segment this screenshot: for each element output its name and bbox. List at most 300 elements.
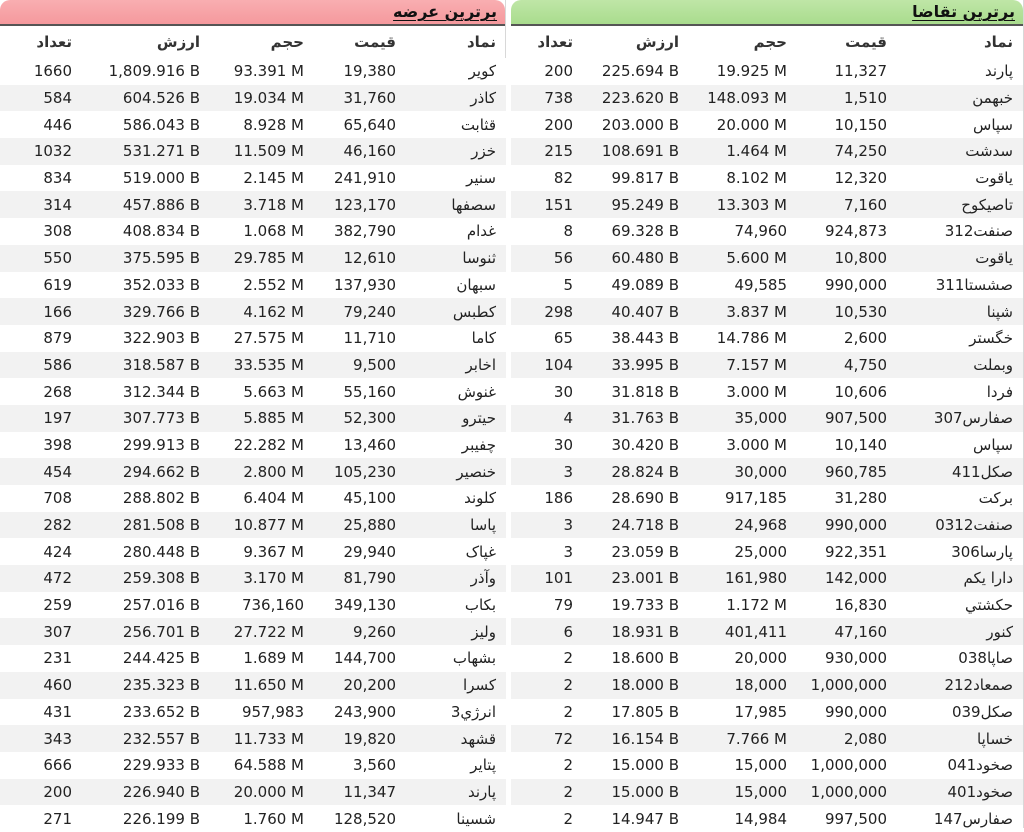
cell-price: 137,930 — [304, 272, 396, 299]
cell-value: 299.913 B — [72, 432, 200, 459]
cell-symbol: برکت — [887, 485, 1023, 512]
table-row[interactable] — [511, 592, 1023, 619]
cell-count: 259 — [0, 592, 72, 619]
cell-value: 329.766 B — [72, 298, 200, 325]
cell-price: 123,170 — [304, 191, 396, 218]
cell-volume: 917,185 — [679, 485, 787, 512]
cell-price: 31,760 — [304, 85, 396, 112]
cell-volume: 401,411 — [679, 618, 787, 645]
cell-value: 457.886 B — [72, 191, 200, 218]
cell-symbol: پارند — [887, 58, 1023, 85]
cell-symbol: خزر — [396, 138, 506, 165]
cell-value: 203.000 B — [573, 111, 679, 138]
cell-volume: 5.663 M — [200, 378, 304, 405]
table-row[interactable] — [511, 458, 1023, 485]
cell-value: 604.526 B — [72, 85, 200, 112]
table-row[interactable] — [0, 138, 506, 165]
cell-price: 20,200 — [304, 672, 396, 699]
top-demand-rows — [511, 58, 1023, 832]
cell-count: 298 — [511, 298, 573, 325]
cell-volume: 10.877 M — [200, 512, 304, 539]
cell-price: 52,300 — [304, 405, 396, 432]
cell-volume: 9.367 M — [200, 538, 304, 565]
cell-volume: 20,000 — [679, 645, 787, 672]
cell-value: 18.000 B — [573, 672, 679, 699]
cell-value: 256.701 B — [72, 618, 200, 645]
cell-count: 2 — [511, 752, 573, 779]
cell-symbol: کسرا — [396, 672, 506, 699]
column-header-volume[interactable]: حجم — [753, 33, 787, 51]
cell-symbol: صکل039 — [887, 699, 1023, 726]
cell-value: 95.249 B — [573, 191, 679, 218]
cell-value: 322.903 B — [72, 325, 200, 352]
cell-symbol: حکشتي — [887, 592, 1023, 619]
cell-value: 259.308 B — [72, 565, 200, 592]
cell-price: 1,510 — [787, 85, 887, 112]
cell-symbol: کنور — [887, 618, 1023, 645]
column-header-count[interactable]: تعداد — [36, 33, 72, 51]
cell-value: 229.933 B — [72, 752, 200, 779]
cell-value: 33.995 B — [573, 352, 679, 379]
cell-symbol: کطبس — [396, 298, 506, 325]
cell-value: 30.420 B — [573, 432, 679, 459]
cell-volume: 15,000 — [679, 752, 787, 779]
table-row[interactable] — [511, 352, 1023, 379]
cell-count: 2 — [511, 779, 573, 806]
cell-symbol: پارند — [396, 779, 506, 806]
cell-value: 24.718 B — [573, 512, 679, 539]
cell-volume: 29.785 M — [200, 245, 304, 272]
cell-symbol: انرژي3 — [396, 699, 506, 726]
cell-value: 232.557 B — [72, 725, 200, 752]
cell-symbol: سنیر — [396, 165, 506, 192]
cell-volume: 17,985 — [679, 699, 787, 726]
cell-symbol: سپاس — [887, 432, 1023, 459]
cell-count: 738 — [511, 85, 573, 112]
cell-volume: 4.162 M — [200, 298, 304, 325]
cell-volume: 19.034 M — [200, 85, 304, 112]
table-row[interactable] — [0, 352, 506, 379]
cell-symbol: صخود041 — [887, 752, 1023, 779]
cell-value: 281.508 B — [72, 512, 200, 539]
top-demand-header — [511, 0, 1023, 26]
table-row[interactable] — [511, 618, 1023, 645]
table-header-row — [511, 26, 1023, 58]
cell-count: 104 — [511, 352, 573, 379]
cell-volume: 64.588 M — [200, 752, 304, 779]
cell-volume: 25,000 — [679, 538, 787, 565]
table-row[interactable] — [511, 298, 1023, 325]
cell-price: 960,785 — [787, 458, 887, 485]
cell-count: 708 — [0, 485, 72, 512]
cell-price: 81,790 — [304, 565, 396, 592]
cell-value: 288.802 B — [72, 485, 200, 512]
cell-volume: 1.760 M — [200, 805, 304, 832]
cell-count: 8 — [511, 218, 573, 245]
cell-symbol: چفیبر — [396, 432, 506, 459]
table-row[interactable] — [511, 565, 1023, 592]
table-row[interactable] — [0, 458, 506, 485]
cell-volume: 19.925 M — [679, 58, 787, 85]
cell-value: 31.818 B — [573, 378, 679, 405]
table-row[interactable] — [511, 245, 1023, 272]
cell-count: 446 — [0, 111, 72, 138]
cell-price: 19,820 — [304, 725, 396, 752]
cell-price: 990,000 — [787, 699, 887, 726]
cell-price: 16,830 — [787, 592, 887, 619]
cell-value: 108.691 B — [573, 138, 679, 165]
cell-value: 31.763 B — [573, 405, 679, 432]
cell-count: 307 — [0, 618, 72, 645]
cell-price: 241,910 — [304, 165, 396, 192]
cell-count: 398 — [0, 432, 72, 459]
cell-price: 10,800 — [787, 245, 887, 272]
table-row[interactable] — [0, 725, 506, 752]
table-row[interactable] — [511, 111, 1023, 138]
cell-volume: 7.157 M — [679, 352, 787, 379]
cell-volume: 20.000 M — [679, 111, 787, 138]
table-row[interactable] — [0, 191, 506, 218]
table-row[interactable] — [0, 85, 506, 112]
cell-symbol: پتایر — [396, 752, 506, 779]
cell-price: 349,130 — [304, 592, 396, 619]
cell-price: 9,500 — [304, 352, 396, 379]
cell-value: 318.587 B — [72, 352, 200, 379]
cell-count: 834 — [0, 165, 72, 192]
cell-count: 5 — [511, 272, 573, 299]
cell-count: 200 — [511, 58, 573, 85]
cell-value: 519.000 B — [72, 165, 200, 192]
cell-count: 4 — [511, 405, 573, 432]
table-row[interactable] — [511, 485, 1023, 512]
cell-price: 990,000 — [787, 512, 887, 539]
cell-count: 2 — [511, 805, 573, 832]
cell-volume: 3.170 M — [200, 565, 304, 592]
cell-price: 45,100 — [304, 485, 396, 512]
cell-symbol: یاقوت — [887, 165, 1023, 192]
cell-symbol: کاما — [396, 325, 506, 352]
cell-symbol: ولیز — [396, 618, 506, 645]
cell-value: 280.448 B — [72, 538, 200, 565]
cell-price: 128,520 — [304, 805, 396, 832]
cell-price: 382,790 — [304, 218, 396, 245]
cell-count: 166 — [0, 298, 72, 325]
cell-count: 308 — [0, 218, 72, 245]
cell-symbol: سصفها — [396, 191, 506, 218]
cell-symbol: کاذر — [396, 85, 506, 112]
cell-volume: 1.464 M — [679, 138, 787, 165]
cell-count: 343 — [0, 725, 72, 752]
cell-symbol: کویر — [396, 58, 506, 85]
table-row[interactable] — [0, 752, 506, 779]
cell-volume: 1.068 M — [200, 218, 304, 245]
cell-volume: 18,000 — [679, 672, 787, 699]
cell-symbol: غپاک — [396, 538, 506, 565]
table-row[interactable] — [511, 138, 1023, 165]
table-row[interactable] — [511, 672, 1023, 699]
cell-value: 38.443 B — [573, 325, 679, 352]
cell-price: 12,610 — [304, 245, 396, 272]
cell-volume: 30,000 — [679, 458, 787, 485]
cell-count: 271 — [0, 805, 72, 832]
cell-count: 268 — [0, 378, 72, 405]
column-header-symbol[interactable]: نماد — [983, 33, 1013, 51]
cell-price: 29,940 — [304, 538, 396, 565]
cell-value: 19.733 B — [573, 592, 679, 619]
table-row[interactable] — [511, 191, 1023, 218]
cell-count: 879 — [0, 325, 72, 352]
table-row[interactable] — [0, 699, 506, 726]
cell-volume: 8.102 M — [679, 165, 787, 192]
cell-count: 6 — [511, 618, 573, 645]
cell-symbol: خگستر — [887, 325, 1023, 352]
table-row[interactable] — [0, 325, 506, 352]
cell-symbol: وبملت — [887, 352, 1023, 379]
cell-count: 460 — [0, 672, 72, 699]
cell-volume: 13.303 M — [679, 191, 787, 218]
cell-volume: 27.575 M — [200, 325, 304, 352]
cell-volume: 3.000 M — [679, 378, 787, 405]
cell-symbol: دارا یکم — [887, 565, 1023, 592]
table-row[interactable] — [511, 779, 1023, 806]
cell-symbol: یاقوت — [887, 245, 1023, 272]
cell-volume: 14.786 M — [679, 325, 787, 352]
cell-price: 4,750 — [787, 352, 887, 379]
cell-count: 56 — [511, 245, 573, 272]
cell-value: 294.662 B — [72, 458, 200, 485]
cell-price: 31,280 — [787, 485, 887, 512]
table-row[interactable] — [511, 165, 1023, 192]
cell-count: 619 — [0, 272, 72, 299]
cell-count: 2 — [511, 699, 573, 726]
table-row[interactable] — [0, 272, 506, 299]
column-header-symbol[interactable]: نماد — [466, 33, 496, 51]
table-row[interactable] — [0, 298, 506, 325]
table-row[interactable] — [0, 485, 506, 512]
cell-price: 1,000,000 — [787, 752, 887, 779]
cell-price: 55,160 — [304, 378, 396, 405]
cell-volume: 3.000 M — [679, 432, 787, 459]
cell-volume: 957,983 — [200, 699, 304, 726]
cell-price: 3,560 — [304, 752, 396, 779]
cell-value: 40.407 B — [573, 298, 679, 325]
cell-symbol: خنصیر — [396, 458, 506, 485]
table-row[interactable] — [0, 779, 506, 806]
cell-symbol: وآذر — [396, 565, 506, 592]
table-row[interactable] — [511, 432, 1023, 459]
cell-count: 584 — [0, 85, 72, 112]
table-row[interactable] — [511, 752, 1023, 779]
table-row[interactable] — [0, 645, 506, 672]
cell-volume: 2.552 M — [200, 272, 304, 299]
cell-price: 11,347 — [304, 779, 396, 806]
cell-count: 666 — [0, 752, 72, 779]
table-row[interactable] — [511, 512, 1023, 539]
column-header-price[interactable]: قیمت — [354, 33, 396, 51]
cell-count: 1660 — [0, 58, 72, 85]
table-row[interactable] — [0, 618, 506, 645]
cell-value: 226.940 B — [72, 779, 200, 806]
cell-count: 72 — [511, 725, 573, 752]
cell-count: 231 — [0, 645, 72, 672]
top-supply-header — [0, 0, 505, 26]
cell-symbol: صاپا038 — [887, 645, 1023, 672]
table-row[interactable] — [0, 672, 506, 699]
table-row[interactable] — [0, 405, 506, 432]
cell-count: 472 — [0, 565, 72, 592]
cell-count: 79 — [511, 592, 573, 619]
cell-symbol: حیترو — [396, 405, 506, 432]
cell-value: 226.199 B — [72, 805, 200, 832]
table-row[interactable] — [0, 512, 506, 539]
cell-symbol: سبهان — [396, 272, 506, 299]
cell-volume: 14,984 — [679, 805, 787, 832]
cell-price: 144,700 — [304, 645, 396, 672]
cell-price: 930,000 — [787, 645, 887, 672]
cell-value: 15.000 B — [573, 779, 679, 806]
cell-volume: 2.145 M — [200, 165, 304, 192]
table-row[interactable] — [0, 245, 506, 272]
table-row[interactable] — [511, 325, 1023, 352]
cell-symbol: بکاب — [396, 592, 506, 619]
cell-symbol: بشهاب — [396, 645, 506, 672]
table-row[interactable] — [511, 218, 1023, 245]
cell-count: 200 — [511, 111, 573, 138]
table-row[interactable] — [511, 378, 1023, 405]
cell-value: 17.805 B — [573, 699, 679, 726]
column-header-value[interactable]: ارزش — [635, 33, 679, 51]
cell-price: 10,530 — [787, 298, 887, 325]
cell-value: 16.154 B — [573, 725, 679, 752]
cell-value: 312.344 B — [72, 378, 200, 405]
column-header-count[interactable]: تعداد — [537, 33, 573, 51]
cell-symbol: خبهمن — [887, 85, 1023, 112]
cell-price: 46,160 — [304, 138, 396, 165]
cell-count: 2 — [511, 645, 573, 672]
cell-price: 2,080 — [787, 725, 887, 752]
cell-volume: 35,000 — [679, 405, 787, 432]
table-header-row — [0, 26, 506, 58]
column-header-value[interactable]: ارزش — [156, 33, 200, 51]
table-row[interactable] — [511, 272, 1023, 299]
cell-volume: 2.800 M — [200, 458, 304, 485]
cell-price: 25,880 — [304, 512, 396, 539]
cell-volume: 6.404 M — [200, 485, 304, 512]
cell-volume: 1.689 M — [200, 645, 304, 672]
cell-price: 65,640 — [304, 111, 396, 138]
cell-value: 233.652 B — [72, 699, 200, 726]
cell-symbol: شپنا — [887, 298, 1023, 325]
cell-volume: 736,160 — [200, 592, 304, 619]
table-row[interactable] — [511, 85, 1023, 112]
cell-symbol: سدشت — [887, 138, 1023, 165]
cell-value: 352.033 B — [72, 272, 200, 299]
cell-volume: 11.733 M — [200, 725, 304, 752]
cell-price: 997,500 — [787, 805, 887, 832]
cell-symbol: صکل411 — [887, 458, 1023, 485]
cell-count: 2 — [511, 672, 573, 699]
cell-volume: 148.093 M — [679, 85, 787, 112]
table-row[interactable] — [0, 165, 506, 192]
table-row[interactable] — [0, 565, 506, 592]
table-row[interactable] — [511, 645, 1023, 672]
cell-volume: 11.650 M — [200, 672, 304, 699]
cell-symbol: پاسا — [396, 512, 506, 539]
table-row[interactable] — [0, 378, 506, 405]
cell-price: 10,150 — [787, 111, 887, 138]
table-row[interactable] — [511, 699, 1023, 726]
table-row[interactable] — [0, 538, 506, 565]
top-supply-rows — [0, 58, 506, 832]
cell-volume: 7.766 M — [679, 725, 787, 752]
cell-price: 47,160 — [787, 618, 887, 645]
cell-value: 244.425 B — [72, 645, 200, 672]
cell-count: 424 — [0, 538, 72, 565]
cell-volume: 20.000 M — [200, 779, 304, 806]
cell-count: 3 — [511, 538, 573, 565]
table-row[interactable] — [511, 405, 1023, 432]
cell-value: 408.834 B — [72, 218, 200, 245]
cell-symbol: صشستا311 — [887, 272, 1023, 299]
cell-price: 13,460 — [304, 432, 396, 459]
cell-count: 431 — [0, 699, 72, 726]
cell-price: 19,380 — [304, 58, 396, 85]
cell-symbol: غدام — [396, 218, 506, 245]
table-row[interactable] — [0, 432, 506, 459]
cell-volume: 24,968 — [679, 512, 787, 539]
cell-count: 215 — [511, 138, 573, 165]
cell-symbol: قشهد — [396, 725, 506, 752]
cell-value: 375.595 B — [72, 245, 200, 272]
cell-price: 74,250 — [787, 138, 887, 165]
cell-symbol: صفارس307 — [887, 405, 1023, 432]
table-row[interactable] — [0, 58, 506, 85]
cell-value: 23.059 B — [573, 538, 679, 565]
cell-volume: 3.718 M — [200, 191, 304, 218]
cell-value: 235.323 B — [72, 672, 200, 699]
table-row[interactable] — [0, 592, 506, 619]
cell-count: 197 — [0, 405, 72, 432]
cell-count: 3 — [511, 512, 573, 539]
top-supply-table — [0, 26, 506, 832]
table-row[interactable] — [511, 725, 1023, 752]
cell-symbol: خساپا — [887, 725, 1023, 752]
cell-price: 79,240 — [304, 298, 396, 325]
cell-symbol: شسینا — [396, 805, 506, 832]
cell-price: 10,140 — [787, 432, 887, 459]
cell-symbol: اخابر — [396, 352, 506, 379]
cell-price: 12,320 — [787, 165, 887, 192]
table-row[interactable] — [511, 538, 1023, 565]
cell-volume: 93.391 M — [200, 58, 304, 85]
cell-volume: 161,980 — [679, 565, 787, 592]
table-row[interactable] — [511, 58, 1023, 85]
cell-count: 3 — [511, 458, 573, 485]
cell-price: 1,000,000 — [787, 672, 887, 699]
table-row[interactable] — [0, 218, 506, 245]
column-header-volume[interactable]: حجم — [270, 33, 304, 51]
cell-value: 223.620 B — [573, 85, 679, 112]
cell-symbol: صفارس147 — [887, 805, 1023, 832]
cell-volume: 11.509 M — [200, 138, 304, 165]
cell-value: 225.694 B — [573, 58, 679, 85]
cell-value: 586.043 B — [72, 111, 200, 138]
table-row[interactable] — [0, 111, 506, 138]
column-header-price[interactable]: قیمت — [845, 33, 887, 51]
cell-symbol: صخود401 — [887, 779, 1023, 806]
cell-symbol: قثابت — [396, 111, 506, 138]
cell-count: 314 — [0, 191, 72, 218]
